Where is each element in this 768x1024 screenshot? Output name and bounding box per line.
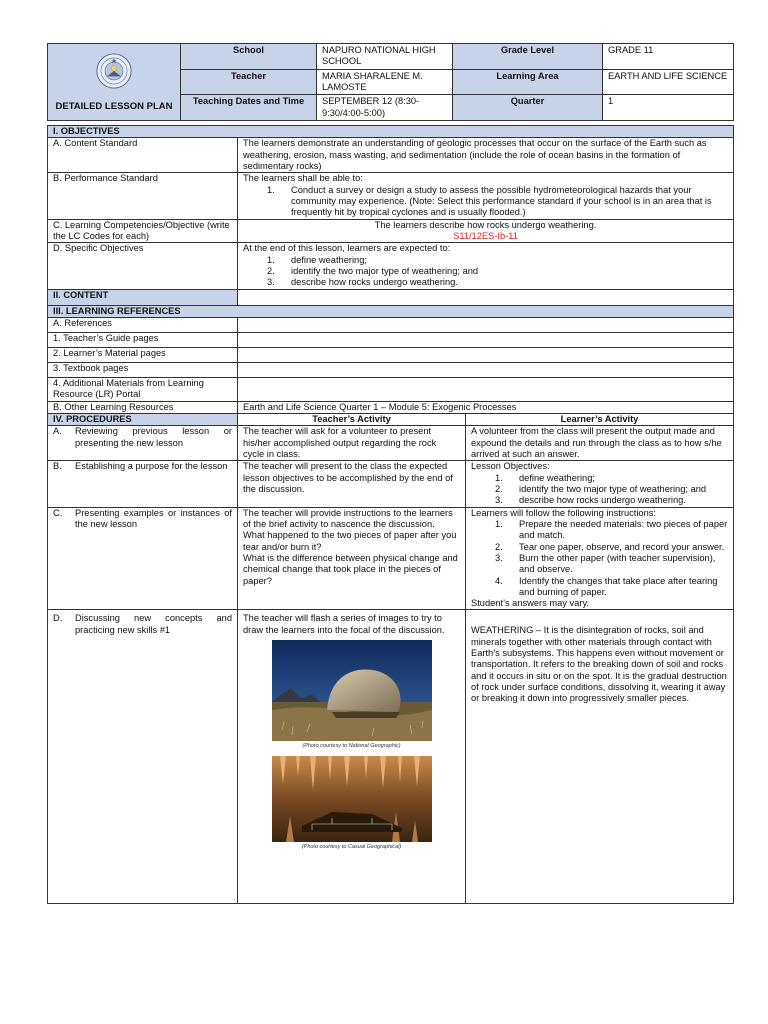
procedure-b-label-cell [48, 461, 238, 507]
competency-label: C. Learning Competencies/Objective (write the LC Codes for each) [48, 219, 238, 243]
cave-photo [272, 756, 432, 842]
textbook-value [238, 362, 734, 377]
lesson-plan-title: DETAILED LESSON PLAN [55, 101, 173, 113]
lr-portal-label: 4. Additional Materials from Learning Resource (LR) Portal [48, 377, 238, 401]
grade-level-label: Grade Level [453, 44, 603, 70]
procedure-c-letter: C. [53, 507, 63, 518]
list-item: 3. Burn the other paper (with teacher supervision), and observe. [495, 552, 716, 575]
list-item: 1. define weathering; [495, 472, 595, 483]
photo-credit-2: (Photo courtesy to Casual Geographical) [301, 843, 402, 850]
learning-area-value: EARTH AND LIFE SCIENCE [603, 69, 734, 95]
procedure-d-teacher-cell [238, 610, 466, 904]
procedure-c-teacher-3: What is the difference between physical change and chemical change that took place in the pieces of paper? [243, 552, 458, 586]
procedure-a-teacher: The teacher will ask for a volunteer to present his/her accomplished output regarding the rock cycle in class. [238, 426, 466, 461]
procedure-a-letter: A. [53, 426, 62, 437]
specific-objectives-cell [238, 243, 734, 289]
teacher-value: MARIA SHARALENE M. LAMOSTE [317, 69, 453, 95]
content-heading-row [48, 289, 734, 305]
competency-text: The learners describe how rocks undergo weathering. [374, 219, 597, 230]
procedure-c-teacher-cell [238, 507, 466, 610]
procedure-a-label: Reviewing previous lesson or presenting the new lesson [75, 426, 232, 448]
procedure-c-row [48, 507, 734, 610]
procedures-heading-row [48, 413, 734, 425]
procedure-c-learner-cell [466, 507, 734, 610]
procedure-c-label: Presenting examples or instances of the new lesson [75, 507, 232, 529]
specific-objectives-label: D. Specific Objectives [48, 243, 238, 289]
teacher-activity-header: Teacher’s Activity [238, 413, 466, 425]
deped-seal-icon [96, 53, 132, 89]
list-item: 3. describe how rocks undergo weathering. [267, 277, 458, 288]
list-item: 1. Prepare the needed materials: two pieces of paper and match. [495, 518, 728, 541]
performance-intro: The learners shall be able to: [243, 173, 363, 184]
procedures-heading: IV. PROCEDURES [48, 413, 238, 425]
performance-standard-cell [238, 173, 734, 219]
learner-activity-header: Learner’s Activity [466, 413, 734, 425]
procedure-d-teacher: The teacher will flash a series of images to try to draw the learners into the focal of the discussion. [243, 613, 445, 635]
procedure-d-letter: D. [53, 613, 63, 624]
answers-note: Student’s answers may vary. [471, 598, 589, 609]
lesson-objectives-intro: Lesson Objectives: [471, 461, 550, 472]
performance-standard-label: B. Performance Standard [48, 173, 238, 219]
procedure-b-label: Establishing a purpose for the lesson [75, 461, 228, 472]
weathering-definition: WEATHERING – It is the disintegration of rocks, soil and minerals together with other materials through contact with Earth’s subsystems. This happens even without movement or transportation. It refers to the breaking down of soil and rocks and it occurs in situ or on the spot. It is the gradual destruction of rock under surface conditions, dissolving it, wearing it away or breaking it down into progressively smaller pieces. [471, 625, 727, 704]
procedure-d-row [48, 610, 734, 904]
procedure-b-learner-cell [466, 461, 734, 507]
procedure-c-teacher-1: The teacher will provide instructions to the learners of the brief activity to nascence the discussion. [243, 507, 453, 529]
lesson-header-table [47, 43, 734, 121]
performance-item: 1. Conduct a survey or design a study to assess the possible hydrometeorological hazards that your community may experience. (Note: Select this performance standard if your school is in an area that is frequently hit by tropical cyclones and is usually flooded.) [267, 184, 712, 218]
competency-code: S11/12ES-Ib-11 [453, 230, 518, 241]
procedure-c-label-cell [48, 507, 238, 610]
other-resources-label: B. Other Learning Resources [48, 401, 238, 413]
list-item: 2. identify the two major type of weathering; and [495, 483, 707, 494]
list-item: 1. define weathering; [267, 254, 367, 265]
objectives-heading-row [48, 126, 734, 138]
performance-standard-row [48, 173, 734, 219]
references-value [238, 317, 734, 332]
competency-row [48, 219, 734, 243]
procedure-a-learner: A volunteer from the class will present the output made and expound the details and run through the class as to how s/he arrived at such an answer. [466, 426, 734, 461]
learners-material-label: 2. Learner’s Material pages [48, 347, 238, 362]
objectives-heading: I. OBJECTIVES [48, 126, 734, 138]
lr-portal-value [238, 377, 734, 401]
competency-cell [238, 219, 734, 243]
logo-cell [48, 44, 181, 121]
content-value [238, 289, 734, 305]
procedure-a-label-cell [48, 426, 238, 461]
procedure-d-label: Discussing new concepts and practicing new skills #1 [75, 613, 232, 635]
list-item: 2. Tear one paper, observe, and record your answer. [495, 541, 725, 552]
school-value: NAPURO NATIONAL HIGH SCHOOL [317, 44, 453, 70]
school-label: School [181, 44, 317, 70]
procedure-d-learner-cell [466, 610, 734, 904]
specific-objectives-row [48, 243, 734, 289]
learners-material-value [238, 347, 734, 362]
procedure-b-row [48, 461, 734, 507]
references-label: A. References [48, 317, 238, 332]
learning-area-label: Learning Area [453, 69, 603, 95]
teacher-label: Teacher [181, 69, 317, 95]
teachers-guide-label: 1. Teacher’s Guide pages [48, 332, 238, 347]
textbook-label: 3. Textbook pages [48, 362, 238, 377]
procedure-b-teacher: The teacher will present to the class the expected lesson objectives to be accomplished by the end of the discussion. [238, 461, 466, 507]
teaching-dates-value: SEPTEMBER 12 (8:30-9:30/4:00-5:00) [317, 95, 453, 121]
content-standard-text: The learners demonstrate an understanding of geologic processes that occur on the surface of the Earth such as weathering, erosion, mass wasting, and sedimentation (include the role of ocean basins in the formation of sedimentary rocks) [238, 138, 734, 173]
other-resources-value: Earth and Life Science Quarter 1 – Module 5: Exogenic Processes [238, 401, 734, 413]
references-heading: III. LEARNING REFERENCES [48, 305, 734, 317]
instructions-intro: Learners will follow the following instructions: [471, 507, 656, 518]
list-item: 2. identify the two major type of weathering; and [267, 265, 479, 276]
specific-intro: At the end of this lesson, learners are expected to: [243, 243, 451, 254]
lesson-plan-table [47, 125, 734, 904]
photo-credit-1: (Photo courtesy to National Geographic) [302, 743, 401, 750]
teaching-dates-label: Teaching Dates and Time [181, 95, 317, 121]
procedure-d-label-cell [48, 610, 238, 904]
content-standard-row [48, 138, 734, 173]
references-heading-row [48, 305, 734, 317]
boulder-photo [272, 640, 432, 741]
content-standard-label: A. Content Standard [48, 138, 238, 173]
list-item: 3. describe how rocks undergo weathering. [495, 495, 686, 506]
procedure-b-letter: B. [53, 461, 62, 472]
quarter-value: 1 [603, 95, 734, 121]
list-item: 4. Identify the changes that take place after tearing and burning of paper. [495, 575, 718, 597]
procedure-c-teacher-2: What happened to the two pieces of paper after you tear and/or burn it? [243, 530, 457, 552]
procedure-a-row [48, 426, 734, 461]
quarter-label: Quarter [453, 95, 603, 121]
teachers-guide-value [238, 332, 734, 347]
grade-level-value: GRADE 11 [603, 44, 734, 70]
content-heading: II. CONTENT [48, 289, 238, 305]
